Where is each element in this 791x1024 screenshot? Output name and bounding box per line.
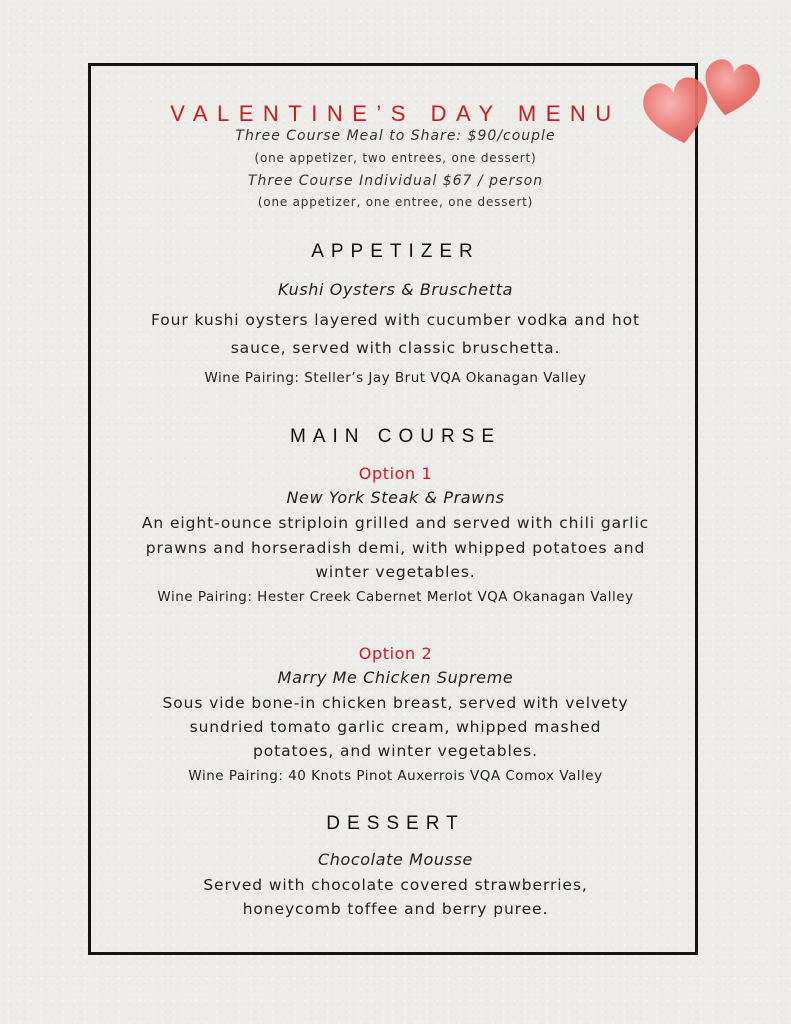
option-2-label: Option 2 [358,644,433,663]
option-2-desc-line: Sous vide bone-in chicken breast, served with velvety [162,694,629,712]
dessert-desc-line: Served with chocolate covered strawberries, [203,876,588,894]
share-note: (one appetizer, two entrees, one dessert) [254,151,537,165]
option-2-desc-line: sundried tomato garlic cream, whipped mashed [189,718,602,736]
dessert-desc-line: honeycomb toffee and berry puree. [242,900,549,918]
option-1-wine-pairing: Wine Pairing: Hester Creek Cabernet Merlot VQA Okanagan Valley [157,589,634,605]
menu-title: VALENTINE’S DAY MENU [170,101,621,126]
option-2-wine-pairing: Wine Pairing: 40 Knots Pinot Auxerrois VQA Comox Valley [188,768,603,784]
appetizer-wine-pairing: Wine Pairing: Steller’s Jay Brut VQA Okanagan Valley [204,370,587,386]
individual-note: (one appetizer, one entree, one dessert) [257,195,534,209]
main-course-heading: MAIN COURSE [289,426,502,447]
appetizer-desc-line: sauce, served with classic bruschetta. [230,339,561,357]
option-1-desc-line: winter vegetables. [315,563,476,581]
option-1-dish: New York Steak & Prawns [286,488,505,507]
option-1-desc-line: An eight-ounce striploin grilled and served with chili garlic [141,514,650,532]
individual-price: Three Course Individual $67 / person [247,173,544,189]
option-2-desc-line: potatoes, and winter vegetables. [253,742,538,760]
appetizer-heading: APPETIZER [311,241,480,262]
appetizer-desc-line: Four kushi oysters layered with cucumber vodka and hot [151,311,640,329]
option-1-label: Option 1 [358,464,433,483]
dessert-dish: Chocolate Mousse [318,850,473,869]
option-1-desc-line: prawns and horseradish demi, with whipped potatoes and [145,539,646,557]
option-2-dish: Marry Me Chicken Supreme [277,668,514,687]
dessert-heading: DESSERT [326,813,465,834]
appetizer-dish: Kushi Oysters & Bruschetta [277,280,514,299]
share-price: Three Course Meal to Share: $90/couple [235,128,556,144]
